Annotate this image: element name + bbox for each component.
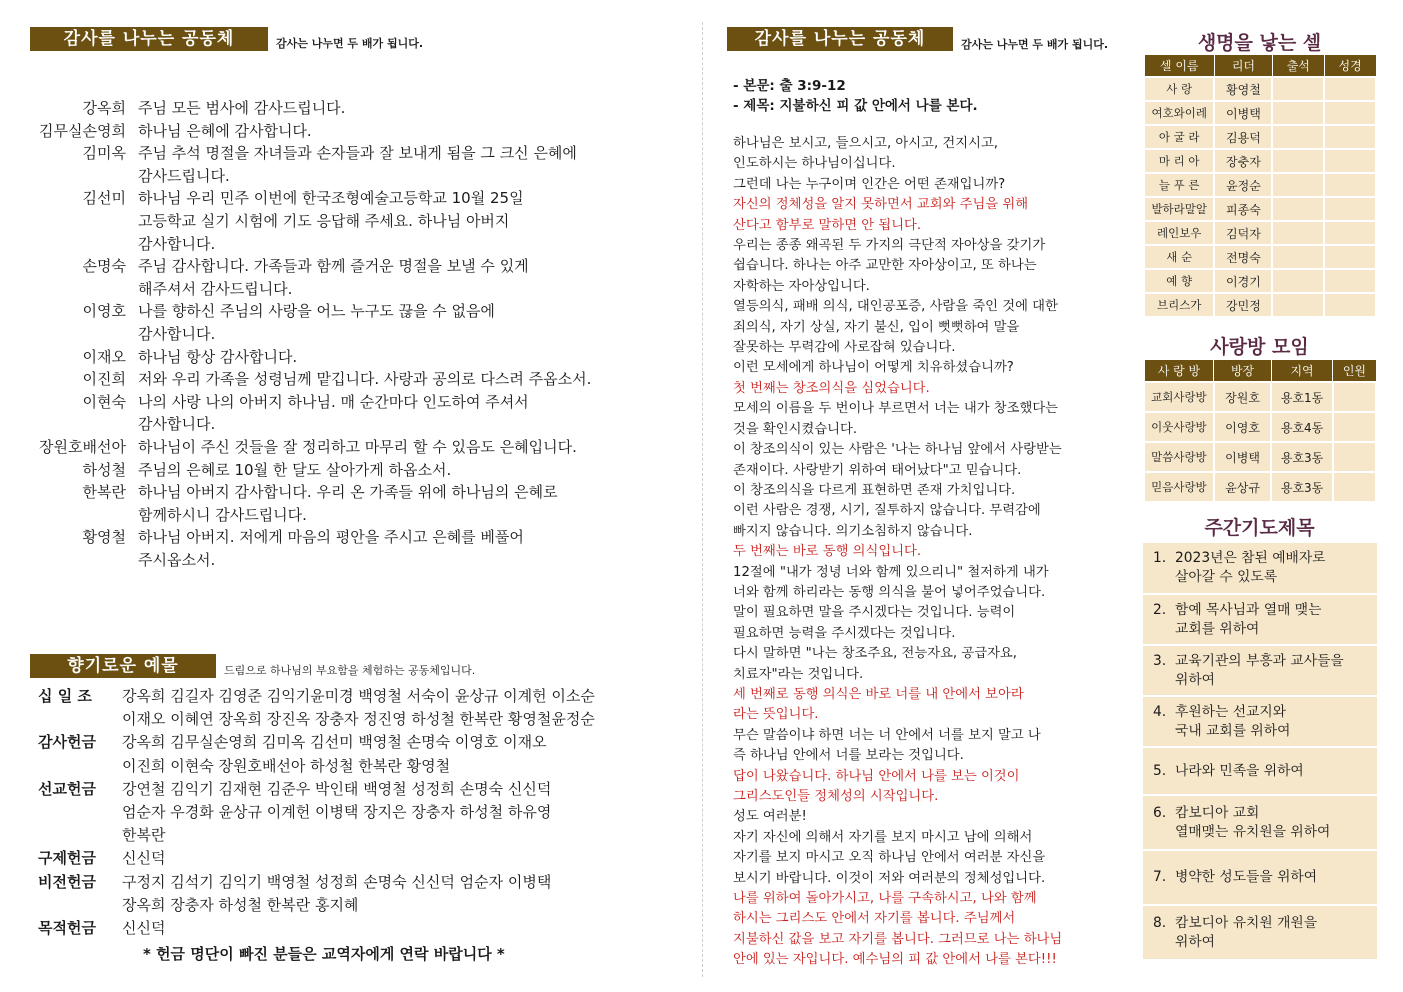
sermon-line: 다시 말하면 "나는 창조주요, 전능자요, 공급자요,: [733, 646, 1017, 662]
page-divider: [702, 22, 703, 977]
table-row: [1144, 173, 1376, 197]
cell-name: 여호와이레: [1144, 101, 1214, 125]
cell-table-header: 셀 이름: [1144, 55, 1214, 78]
cell-name: 예 향: [1144, 269, 1214, 293]
thanks-message-line: 나를 향하신 주님의 사랑을 어느 누구도 끊을 수 없음에: [138, 302, 495, 321]
sermon-line: 이 창조의식이 있는 사람은 '나는 하나님 앞에서 사랑받는: [733, 442, 1062, 458]
table-row: [1144, 77, 1376, 101]
prayer-item-text: 병약한 성도들을 위하여: [1175, 869, 1318, 885]
thanks-message: [138, 368, 678, 391]
prayer-item-text: 2023년은 참된 예배자로: [1175, 550, 1326, 566]
cell-leader: 전명숙: [1214, 245, 1272, 269]
offering-names: [118, 917, 687, 940]
thanks-message: [138, 391, 678, 436]
cell-name: 레인보우: [1144, 221, 1214, 245]
prayer-item-number: 1.: [1153, 550, 1167, 566]
thanks-message: [138, 255, 678, 300]
cell-attendance: [1272, 245, 1324, 269]
offering-entry: [38, 917, 687, 940]
cell-bible: [1324, 77, 1376, 101]
thanks-name: 이재오: [82, 347, 126, 366]
sermon-line: 자기를 보지 마시고 오직 하나님 안에서 여러분 자신을: [733, 850, 1046, 866]
sermon-line: 하시는 그리스도 안에서 자기를 봅니다. 주님께서: [733, 911, 1016, 927]
offering-names-line: 강옥희 김길자 김영준 김익기윤미경 백영철 서숙이 윤상규 이계헌 이소순: [122, 687, 595, 705]
sermon-line: 치료자"라는 것입니다.: [733, 666, 864, 682]
prayer-item-text: 캄보디아 유치원 개원을: [1175, 914, 1318, 931]
prayer-item-line: [1153, 722, 1371, 741]
sermon-line: 자학하는 자아상입니다.: [733, 278, 870, 294]
offering-entry: [38, 871, 687, 917]
thanks-name: 김무실손영희: [39, 121, 126, 140]
cell-table-header: 성경: [1324, 55, 1376, 78]
thanks-message-line: 감사합니다.: [138, 234, 216, 253]
thanks-message-line: 고등학교 실기 시험에 기도 응답해 주세요. 하나님 아버지: [138, 211, 510, 230]
cell-attendance: [1272, 77, 1324, 101]
prayer-item-text: 나라와 민족을 위하여: [1175, 762, 1304, 779]
cell-section-title: 생명을 낳는 셀: [1197, 32, 1322, 54]
prayer-item-number: 7.: [1153, 869, 1167, 885]
cell-leader: 강민정: [1214, 293, 1272, 317]
sermon-line: 성도 여러분!: [733, 809, 807, 825]
table-row: [1144, 269, 1376, 293]
sermon-line: 답이 나왔습니다. 하나님 안에서 나를 보는 이것이: [733, 768, 1020, 784]
room-table-header: 방장: [1214, 360, 1271, 383]
room-table-header: 지역: [1271, 360, 1333, 383]
thanks-name: 황영철: [82, 528, 126, 547]
thanks-entry: [38, 300, 678, 345]
room-leader: 이병택: [1214, 442, 1271, 472]
table-row: [1144, 125, 1376, 149]
table-row: [1144, 412, 1376, 442]
offering-names: [118, 731, 687, 777]
cell-attendance: [1272, 149, 1324, 173]
thanks-name: 이진희: [82, 370, 126, 389]
room-name: 이웃사랑방: [1144, 412, 1214, 442]
prayer-section-title: 주간기도제목: [1204, 517, 1315, 539]
sermon-line: 세 번째로 동행 의식은 바로 너를 내 안에서 보아라: [733, 686, 1024, 702]
cell-bible: [1324, 149, 1376, 173]
thanks-message: [138, 187, 678, 255]
prayer-item: [1143, 906, 1377, 959]
cell-bible: [1324, 221, 1376, 245]
prayer-item-line: [1153, 933, 1371, 952]
table-row: [1144, 245, 1376, 269]
thanks-message-line: 감사합니다.: [138, 415, 216, 434]
prayer-item-line: [1153, 804, 1371, 823]
sermon-line: 것을 확인시켰습니다.: [733, 421, 858, 437]
sermon-line: 존재이다. 사랑받기 위하여 태어났다"고 믿습니다.: [733, 462, 1022, 478]
room-table: [1143, 359, 1377, 503]
sermon-line: 우리는 종종 왜곡된 두 가지의 극단적 자아상을 갖기가: [733, 238, 1046, 254]
prayer-item-text: 위하여: [1175, 671, 1215, 688]
thanks-name: 이현숙: [82, 392, 126, 411]
cell-leader: 이병택: [1214, 101, 1272, 125]
offering-names-line: 장옥희 장충자 하성철 한복란 홍지혜: [122, 895, 359, 914]
cell-name: 새 순: [1144, 245, 1214, 269]
prayer-item-text: 함예 목사님과 열매 맺는: [1175, 601, 1322, 618]
thanks-message: [138, 97, 678, 120]
sermon-line: 필요하면 능력을 주시겠다는 것입니다.: [733, 625, 956, 641]
cell-name: 늘 푸 른: [1144, 173, 1214, 197]
sermon-line: 그런데 나는 누구이며 인간은 어떤 존재입니까?: [733, 176, 1006, 192]
cell-table-header: 리더: [1214, 55, 1272, 78]
sermon-line: 하나님은 보시고, 들으시고, 아시고, 건지시고,: [733, 136, 999, 151]
thanks-message-line: 주님 추석 명절을 자녀들과 손자들과 잘 보내게 됨을 그 크신 은혜에: [138, 144, 577, 163]
thanks-entry: [38, 436, 678, 459]
thanks-entry: [38, 526, 678, 571]
prayer-item-text: 교육기관의 부흥과 교사들을: [1175, 652, 1344, 669]
thanks-name: 강옥희: [82, 99, 126, 117]
room-count: [1333, 412, 1376, 442]
thanks-entry: [38, 481, 678, 526]
offering-entry: [38, 731, 687, 777]
sermon-line: 라는 뜻입니다.: [733, 707, 819, 723]
offering-names-line: 강옥희 김무실손영희 김미옥 김선미 백영철 손명숙 이영호 이재오: [122, 733, 547, 752]
prayer-item: [1143, 851, 1377, 904]
thanks-message-line: 하나님 항상 감사합니다.: [138, 347, 298, 366]
room-table-header: 인원: [1333, 360, 1376, 383]
thanks-message-line: 주님 감사합니다. 가족들과 함께 즐거운 명절을 보낼 수 있게: [138, 257, 529, 276]
sermon-line: 쉽습니다. 하나는 아주 교만한 자아상이고, 또 하나는: [733, 258, 1037, 274]
cell-bible: [1324, 269, 1376, 293]
cell-attendance: [1272, 221, 1324, 245]
room-count: [1333, 382, 1376, 412]
offering-entry: [38, 847, 687, 870]
offering-names-line: 이진희 이현숙 장원호배선아 하성철 한복란 황영철: [122, 756, 451, 775]
thanks-list: [38, 97, 678, 571]
thanks-message-line: 감사합니다.: [138, 324, 216, 343]
room-table-header: 사 랑 방: [1144, 360, 1214, 383]
room-name: 교회사랑방: [1144, 382, 1214, 412]
room-leader: 이영호: [1214, 412, 1271, 442]
offering-names-line: 강연철 김익기 김재현 김준우 박인태 백영철 성정희 손명숙 신신덕: [122, 779, 552, 798]
room-leader: 윤상규: [1214, 472, 1271, 502]
prayer-item-text: 국내 교회를 위하여: [1175, 722, 1291, 739]
cell-name: 아 굴 라: [1144, 125, 1214, 149]
thanks-entry: [38, 346, 678, 369]
prayer-item-line: [1153, 914, 1371, 933]
cell-leader: 김용덕: [1214, 125, 1272, 149]
thanks-message-line: 하나님 아버지 감사합니다. 우리 온 가족들 위에 하나님의 은혜로: [138, 483, 558, 502]
thanks-name: 한복란: [82, 483, 126, 502]
room-area: 용호3동: [1271, 472, 1333, 502]
sermon-section-subtitle: 감사는 나누면 두 배가 됩니다.: [961, 38, 1109, 51]
prayer-item-number: 8.: [1153, 914, 1167, 931]
table-row: [1144, 149, 1376, 173]
thanks-message-line: 나의 사랑 나의 아버지 하나님. 매 순간마다 인도하여 주셔서: [138, 392, 529, 411]
sermon-line: 인도하시는 하나님이십니다.: [733, 156, 896, 172]
prayer-item: [1143, 796, 1377, 849]
cell-name: 발하라말알: [1144, 197, 1214, 221]
prayer-item-line: [1153, 601, 1371, 620]
cell-bible: [1324, 173, 1376, 197]
sermon-line: 열등의식, 패배 의식, 대인공포증, 사람을 죽인 것에 대한: [733, 299, 1058, 315]
sermon-line: 자신의 정체성을 알지 못하면서 교회와 주님을 위해: [733, 197, 1029, 213]
cell-attendance: [1272, 101, 1324, 125]
thanks-name: 김선미: [82, 189, 126, 208]
thanks-section-header: [30, 27, 268, 51]
thanks-message-line: 해주셔서 감사드립니다.: [138, 279, 293, 298]
room-count: [1333, 442, 1376, 472]
sermon-line: 첫 번째는 창조의식을 심었습니다.: [733, 380, 930, 396]
offering-names: [118, 871, 687, 917]
sermon-line: 이 창조의식을 다르게 표현하면 존재 가치입니다.: [733, 482, 1016, 498]
cell-table: [1143, 54, 1377, 318]
prayer-item-text: 위하여: [1175, 933, 1215, 950]
room-area: 용호1동: [1271, 382, 1333, 412]
prayer-item-line: [1153, 823, 1371, 842]
sermon-line: 너와 함께 하리라는 동행 의식을 불어 넣어주었습니다.: [733, 584, 1046, 600]
sermon-line: 산다고 함부로 말하면 안 됩니다.: [733, 217, 922, 233]
sermon-line: 무슨 말씀이냐 하면 너는 너 안에서 너를 보지 말고 나: [733, 727, 1041, 743]
prayer-item-text: 캄보디아 교회: [1175, 804, 1260, 821]
prayer-item-line: [1153, 568, 1371, 587]
cell-attendance: [1272, 173, 1324, 197]
table-row: [1144, 221, 1376, 245]
cell-name: 마 리 아: [1144, 149, 1214, 173]
prayer-item-number: 3.: [1153, 652, 1167, 669]
sermon-line: 이런 사람은 경쟁, 시기, 질투하지 않습니다. 무력감에: [733, 503, 1041, 519]
thanks-message: [138, 459, 678, 482]
table-row: [1144, 472, 1376, 502]
prayer-item-text: 열매맺는 유치원을 위하여: [1175, 823, 1331, 840]
offering-names: [118, 847, 687, 870]
prayer-item-number: 6.: [1153, 804, 1167, 821]
thanks-message-line: 주님의 은혜로 10월 한 달도 살아가게 하옵소서.: [138, 460, 452, 479]
prayer-item: [1143, 646, 1377, 695]
sermon-line: 죄의식, 자기 상실, 자기 불신, 입이 뻣뻣하여 말을: [733, 319, 1020, 335]
cell-leader: 황영철: [1214, 77, 1272, 101]
thanks-message-line: 하나님 은혜에 감사합니다.: [138, 121, 312, 140]
sermon-line: 모세의 이름을 두 번이나 부르면서 너는 내가 창조했다는: [733, 401, 1059, 417]
prayer-item-text: 후원하는 선교지와: [1175, 703, 1287, 720]
prayer-item-line: [1153, 703, 1371, 722]
cell-table-header: 출석: [1272, 55, 1324, 78]
thanks-message-line: 저와 우리 가족을 성령님께 맡깁니다. 사랑과 공의로 다스려 주옵소서.: [138, 370, 592, 389]
thanks-entry: [38, 255, 678, 300]
sermon-section-title: 감사를 나누는 공동체: [754, 29, 926, 49]
room-area: 용호4동: [1271, 412, 1333, 442]
sermon-line: 이런 모세에게 하나님이 어떻게 치유하셨습니까?: [733, 360, 1014, 376]
thanks-message-line: 감사드립니다.: [138, 166, 230, 185]
thanks-message: [138, 436, 678, 459]
thanks-message-line: 하나님 아버지. 저에게 마음의 평안을 주시고 은혜를 베풀어: [138, 528, 524, 547]
prayer-item: [1143, 595, 1377, 644]
room-leader: 장원호: [1214, 382, 1271, 412]
cell-attendance: [1272, 197, 1324, 221]
sermon-line: 즉 하나님 안에서 너를 보라는 것입니다.: [733, 748, 964, 764]
offering-entry: [38, 778, 687, 848]
table-row: [1144, 293, 1376, 317]
thanks-name: 김미옥: [82, 144, 126, 163]
cell-bible: [1324, 245, 1376, 269]
offering-names: [118, 778, 687, 848]
prayer-item: [1143, 748, 1377, 794]
sermon-line: 두 번째는 바로 동행 의식입니다.: [733, 544, 922, 560]
offering-category: 십 일 조: [38, 687, 92, 705]
offering-names: [118, 685, 687, 731]
sermon-line: 말이 필요하면 말을 주시겠다는 것입니다. 능력이: [733, 605, 1016, 621]
prayer-item-text: 살아갈 수 있도록: [1175, 569, 1278, 585]
cell-leader: 장충자: [1214, 149, 1272, 173]
thanks-name: 장원호배선아: [39, 437, 126, 456]
thanks-message-line: 주시옵소서.: [138, 550, 216, 569]
scripture-reference: - 본문: 출 3:9-12: [733, 78, 846, 94]
cell-bible: [1324, 197, 1376, 221]
cell-attendance: [1272, 293, 1324, 317]
offering-names-line: 이재오 이혜연 장옥희 장진옥 장충자 정진영 하성철 한복란 황영철윤정순: [122, 710, 595, 729]
offering-note: * 헌금 명단이 빠진 분들은 교역자에게 연락 바랍니다 *: [143, 945, 505, 963]
sermon-line: 지불하신 값을 보고 자기를 봅니다. 그러므로 나는 하나님: [733, 931, 1063, 947]
sermon-body: [733, 134, 1133, 971]
prayer-item-line: [1153, 762, 1371, 781]
thanks-entry: [38, 187, 678, 255]
thanks-name: 하성철: [82, 460, 126, 479]
offering-list: [38, 685, 687, 940]
sermon-line: 그리스도인들 정체성의 시작입니다.: [733, 789, 939, 804]
prayer-item: [1143, 697, 1377, 746]
offering-category: 비전헌금: [38, 872, 96, 891]
prayer-item-line: [1153, 868, 1371, 887]
thanks-message: [138, 300, 678, 345]
room-name: 말씀사랑방: [1144, 442, 1214, 472]
cell-name: 브리스가: [1144, 293, 1214, 317]
prayer-item-line: [1153, 652, 1371, 671]
cell-leader: 김덕자: [1214, 221, 1272, 245]
sermon-line: 나를 위하여 돌아가시고, 나를 구속하시고, 나와 함께: [733, 891, 1037, 907]
sermon-title: - 제목: 지불하신 피 값 안에서 나를 본다.: [733, 98, 978, 114]
thanks-entry: [38, 368, 678, 391]
table-row: [1144, 197, 1376, 221]
room-count: [1333, 472, 1376, 502]
cell-name: 사 랑: [1144, 77, 1214, 101]
prayer-item-number: 5.: [1153, 762, 1167, 779]
offering-category: 구제헌금: [38, 849, 96, 868]
sermon-line: 안에 있는 자입니다. 예수님의 피 값 안에서 나를 본다!!!: [733, 952, 1057, 968]
offering-names-line: 신신덕: [122, 849, 166, 868]
thanks-message: [138, 481, 678, 526]
thanks-entry: [38, 97, 678, 120]
room-name: 믿음사랑방: [1144, 472, 1214, 502]
thanks-name: 손명숙: [82, 257, 126, 276]
thanks-message-line: 하나님 우리 민주 이번에 한국조형예술고등학교 10월 25일: [138, 189, 524, 208]
sermon-line: 잘못하는 무력감에 사로잡혀 있습니다.: [733, 340, 956, 356]
offering-entry: [38, 685, 687, 731]
thanks-section-subtitle: 감사는 나누면 두 배가 됩니다.: [276, 37, 424, 50]
offering-category: 목적헌금: [38, 919, 96, 938]
prayer-item-line: [1153, 549, 1371, 568]
cell-attendance: [1272, 125, 1324, 149]
sermon-line: 보시기 바랍니다. 이것이 저와 여러분의 정체성입니다.: [733, 870, 1046, 886]
thanks-message: [138, 346, 678, 369]
prayer-item-number: 2.: [1153, 601, 1167, 618]
sermon-line: 빠지지 않습니다. 의기소침하지 않습니다.: [733, 523, 973, 539]
thanks-section-title: 감사를 나누는 공동체: [63, 29, 235, 49]
room-area: 용호3동: [1271, 442, 1333, 472]
prayer-item-number: 4.: [1153, 703, 1167, 720]
thanks-entry: [38, 120, 678, 143]
offering-names-line: 신신덕: [122, 919, 166, 938]
prayer-item-line: [1153, 671, 1371, 690]
offering-section-title: 향기로운 예물: [67, 656, 179, 676]
cell-attendance: [1272, 269, 1324, 293]
thanks-name: 이영호: [82, 302, 126, 321]
offering-section-header: [30, 654, 216, 678]
sermon-line: 12절에 "내가 정녕 너와 함께 있으리니" 철저하게 내가: [733, 564, 1049, 580]
sermon-section-header: [727, 27, 953, 51]
offering-names-line: 엄순자 우경화 윤상규 이계헌 이병택 장지은 장충자 하성철 하유영: [122, 803, 552, 822]
prayer-item: [1143, 543, 1377, 593]
thanks-entry: [38, 391, 678, 436]
thanks-message: [138, 526, 678, 571]
table-row: [1144, 382, 1376, 412]
cell-leader: 피종숙: [1214, 197, 1272, 221]
offering-names-line: 구정지 김석기 김익기 백영철 성정희 손명숙 신신덕 엄순자 이병택: [122, 872, 552, 891]
cell-bible: [1324, 125, 1376, 149]
sermon-line: 자기 자신에 의해서 자기를 보지 마시고 남에 의해서: [733, 829, 1033, 845]
thanks-entry: [38, 142, 678, 187]
offering-category: 감사헌금: [38, 733, 96, 752]
table-row: [1144, 101, 1376, 125]
table-row: [1144, 442, 1376, 472]
cell-leader: 이경기: [1214, 269, 1272, 293]
prayer-item-line: [1153, 620, 1371, 639]
cell-leader: 윤정순: [1214, 173, 1272, 197]
offering-section-subtitle: 드림으로 하나님의 부요함을 체험하는 공동체입니다.: [224, 664, 476, 677]
thanks-message: [138, 142, 678, 187]
cell-bible: [1324, 101, 1376, 125]
offering-names-line: 한복란: [122, 826, 166, 845]
thanks-message-line: 하나님이 주신 것들을 잘 정리하고 마무리 할 수 있음도 은혜입니다.: [138, 437, 577, 456]
thanks-message-line: 함께하시니 감사드립니다.: [138, 505, 307, 524]
thanks-message: [138, 120, 678, 143]
thanks-entry: [38, 459, 678, 482]
offering-category: 선교헌금: [38, 779, 96, 798]
thanks-message-line: 주님 모든 범사에 감사드립니다.: [138, 99, 346, 117]
prayer-item-text: 교회를 위하여: [1175, 620, 1260, 637]
prayer-list: [1143, 543, 1377, 961]
room-section-title: 사랑방 모임: [1210, 336, 1309, 358]
cell-bible: [1324, 293, 1376, 317]
